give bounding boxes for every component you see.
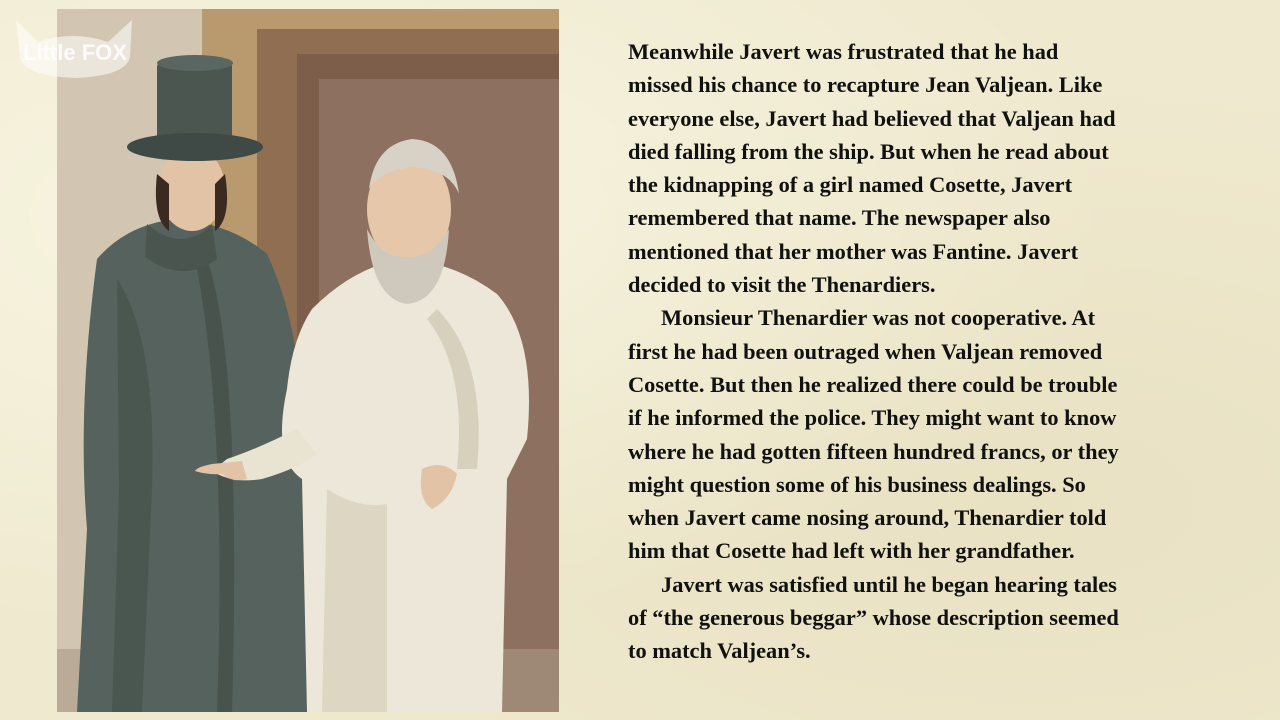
text-line: him that Cosette had left with her grandfather.: [628, 538, 1075, 564]
story-paragraph-1: [628, 35, 1228, 301]
text-line: to match Valjean’s.: [628, 638, 811, 664]
story-paragraph-3: [628, 568, 1228, 668]
text-line: everyone else, Javert had believed that Valjean had: [628, 105, 1116, 131]
text-line: might question some of his business dealings. So: [628, 471, 1086, 497]
text-line: first he had been outraged when Valjean removed: [628, 338, 1103, 364]
text-line: Monsieur Thenardier was not cooperative. At: [661, 305, 1096, 331]
fox-logo-icon: [8, 12, 142, 82]
text-line: Cosette. But then he realized there could be trouble: [628, 371, 1118, 397]
little-fox-logo: [8, 12, 142, 82]
text-line: died falling from the ship. But when he read about: [628, 138, 1109, 164]
text-line: remembered that name. The newspaper also: [628, 205, 1051, 231]
story-paragraph-2: [628, 301, 1228, 567]
text-line: of “the generous beggar” whose description seemed: [628, 605, 1119, 631]
text-line: where he had gotten fifteen hundred francs, or they: [628, 438, 1119, 464]
text-line: if he informed the police. They might want to know: [628, 405, 1117, 431]
text-line: missed his chance to recapture Jean Valjean. Like: [628, 72, 1103, 98]
text-line: Javert was satisfied until he began hearing tales: [661, 571, 1117, 597]
text-line: Meanwhile Javert was frustrated that he had: [628, 39, 1059, 64]
illustration-javert-and-old-man: [57, 9, 559, 712]
logo-text: Little FOX: [23, 40, 127, 65]
text-line: decided to visit the Thenardiers.: [628, 272, 936, 298]
text-line: mentioned that her mother was Fantine. Javert: [628, 238, 1079, 264]
text-line: when Javert came nosing around, Thenardier told: [628, 505, 1107, 531]
story-text: [628, 35, 1228, 668]
text-line: the kidnapping of a girl named Cosette, Javert: [628, 172, 1073, 198]
story-illustration: [57, 9, 559, 712]
